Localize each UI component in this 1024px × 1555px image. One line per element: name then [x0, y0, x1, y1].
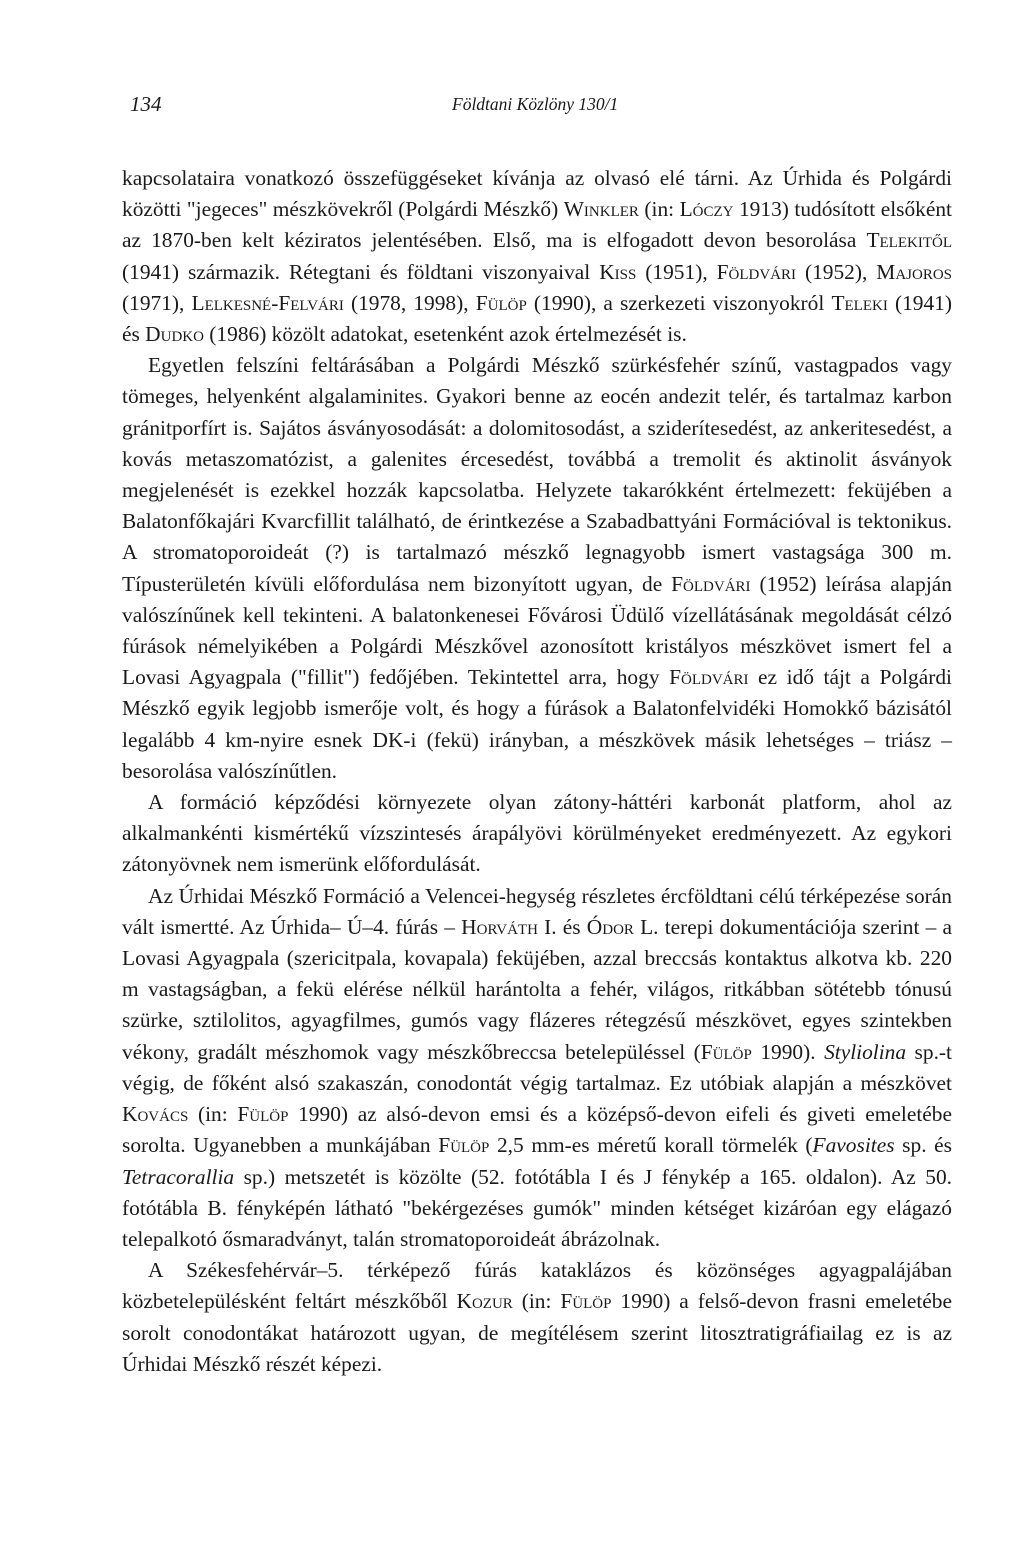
text-run: (in: [188, 1102, 238, 1127]
author-name: Kiss [599, 259, 637, 284]
taxon-name: Styliolina [824, 1039, 907, 1064]
author-name: Majoros [876, 259, 952, 284]
author-name: Fülöp [560, 1289, 612, 1314]
text-run: (1952) leírása alapján valószínűnek kell tekinteni. A balatonkenesei Fővárosi Üdülő vízellátásának megoldását célzó fúrások némelyikében a Polgárdi Mészkővel azonosított kristályos mészkövet ismert fel a Lovasi Agyagpala ("fillit") fedőjében. Tekintettel arra, hogy [122, 571, 952, 690]
text-run: sp.-t végig, de főként alsó szakaszán, conodontát végig tartalmaz. Ez utóbiak alapján a mészkövet [122, 1039, 952, 1095]
paragraph [122, 881, 952, 1255]
text-run: 1990) a felső-devon frasni emeletébe sorolt conodontákat határozott ugyan, de megítélésem szerint litosztratigráfiailag ez is az Úrhidai Mészkő részét képezi. [122, 1289, 952, 1376]
author-name: Lóczy [679, 197, 734, 222]
author-name: Földvári [671, 571, 751, 596]
author-name: Lelkesné-Felvári [191, 290, 344, 315]
text-run: Az Úrhidai Mészkő Formáció a Velencei-hegység részletes ércföldtani célú térképezése során vált ismertté. Az Úrhida– Ú–4. fúrás – [122, 883, 952, 939]
text-run: (in: [512, 1289, 561, 1314]
text-run: A Székesfehérvár–5. térképező fúrás kataklázos és közönséges agyagpalájában közbetelepülésként feltárt mészkőből [122, 1258, 952, 1314]
author-name: Kozur [456, 1289, 513, 1314]
text-run: ez idő tájt a Polgárdi Mészkő egyik legjobb ismerője volt, és hogy a fúrások a Balatonfelvidéki Homokkő bázisától legalább 4 km-nyire esnek DK-i (fekü) irányban, a mészkövek másik lehetséges – triász – besorolása valószínűtlen. [122, 665, 952, 783]
text-run: 2,5 mm-es méretű korall törmelék ( [489, 1133, 813, 1158]
text-run: (1941) származik. Rétegtani és földtani viszonyaival [122, 259, 600, 284]
author-name: Fülöp [700, 1039, 752, 1064]
text-run: 1913) tudósított elsőként az 1870-ben kelt kéziratos jelentésében. Első, ma is elfogadott devon besorolása [122, 197, 952, 253]
article-body [122, 163, 952, 1380]
text-run: A formáció képződési környezete olyan zátony-háttéri karbonát platform, ahol az alkalmankénti kismértékű vízszintesés árapályövi körülményeket eredményezett. Az egykori zátonyövnek nem ismerünk előfordulását. [122, 790, 952, 877]
page-number: 134 [130, 92, 162, 116]
taxon-name: Tetracorallia [122, 1164, 235, 1189]
text-run: I. és [537, 914, 587, 939]
taxon-name: Favosites [812, 1133, 895, 1158]
paragraph [122, 163, 952, 350]
text-run: sp. és [894, 1133, 952, 1158]
paragraph [122, 787, 952, 881]
text-run: (1986) közölt adatokat, esetenként azok értelmezését is. [203, 322, 687, 347]
author-name: Ódor [586, 914, 634, 939]
text-run: 1990) az alsó-devon emsi és a középső-devon eifeli és giveti emeletébe sorolta. Ugyanebben a munkájában [122, 1102, 952, 1158]
text-run: (1952), [796, 259, 877, 284]
text-run: Egyetlen felszíni feltárásában a Polgárdi Mészkő szürkésfehér színű, vastagpados vagy tömeges, helyenként algalaminites. Gyakori benne az eocén andezit telér, és tartalmaz karbon gránitporfírt is. Sajátos ásványosodását: a dolomitosodást, a sziderítesedést, az ankeritesedést, a kovás metaszomatózist, a galenites ércesedést, továbbá a tremolit és aktinolit ásványok megjelenését is ezekkel hozzák kapcsolatba. Helyzete takarókként értelmezett: feküjében a Balatonfőkajári Kvarcfillit található, de érintkezése a Szabadbattyáni Formációval is tektonikus. A stromatoporoideát (?) is tartalmazó mészkő legnagyobb ismert vastagsága 300 m. Típusterületén kívüli előfordulása nem bizonyított ugyan, de [122, 353, 952, 596]
author-name: Fülöp [475, 290, 527, 315]
running-head-journal-title: Földtani Közlöny 130/1 [452, 94, 619, 114]
text-run: (in: [638, 197, 680, 222]
paragraph [122, 1255, 952, 1380]
author-name: Fülöp [438, 1133, 490, 1158]
author-name: Kovács [122, 1102, 189, 1127]
author-name: Telekitől [866, 228, 952, 253]
text-run: (1951), [636, 259, 717, 284]
author-name: Fülöp [237, 1102, 289, 1127]
author-name: Dudko [145, 322, 204, 347]
text-run: 1990). [751, 1039, 825, 1064]
author-name: Winkler [563, 197, 639, 222]
text-run: (1990), a szerkezeti viszonyokról [526, 290, 832, 315]
text-run: sp.) metszetét is közölte (52. fotótábla I és J fénykép a 165. oldalon). Az 50. fotótábla B. fényképén látható "bekérgezéses gumók" minden kétséget kizáróan egy elágazó telepalkotó ősmaradványt, talán stromatoporoideát ábrázolnak. [122, 1164, 952, 1251]
text-run: (1978, 1998), [343, 290, 476, 315]
author-name: Horváth [461, 914, 538, 939]
text-run: (1941) és [122, 290, 952, 347]
text-run: (1971), [122, 290, 192, 315]
author-name: Földvári [716, 259, 797, 284]
text-run: kapcsolataira vonatkozó összefüggéseket kívánja az olvasó elé tárni. Az Úrhida és Polgárdi közötti "jegeces" mészkövekről (Polgárdi Mészkő) [122, 166, 952, 222]
author-name: Teleki [831, 290, 888, 315]
author-name: Földvári [669, 665, 749, 690]
text-run: L. terepi dokumentációja szerint – a Lovasi Agyagpala (szericitpala, kovapala) feküjében, azzal breccsás kontaktus alkotva kb. 220 m vastagságban, a fekü elérése nélkül harántolta a fehér, világos, ritkábban sötétebb tónusú szürke, sztilolitos, agyagfilmes, gumós vagy flázeres rétegzésű mészkövet, egyes szintekben vékony, gradált mészhomok vagy mészkőbreccsa betelepüléssel ( [122, 914, 952, 1064]
paragraph [122, 350, 952, 787]
